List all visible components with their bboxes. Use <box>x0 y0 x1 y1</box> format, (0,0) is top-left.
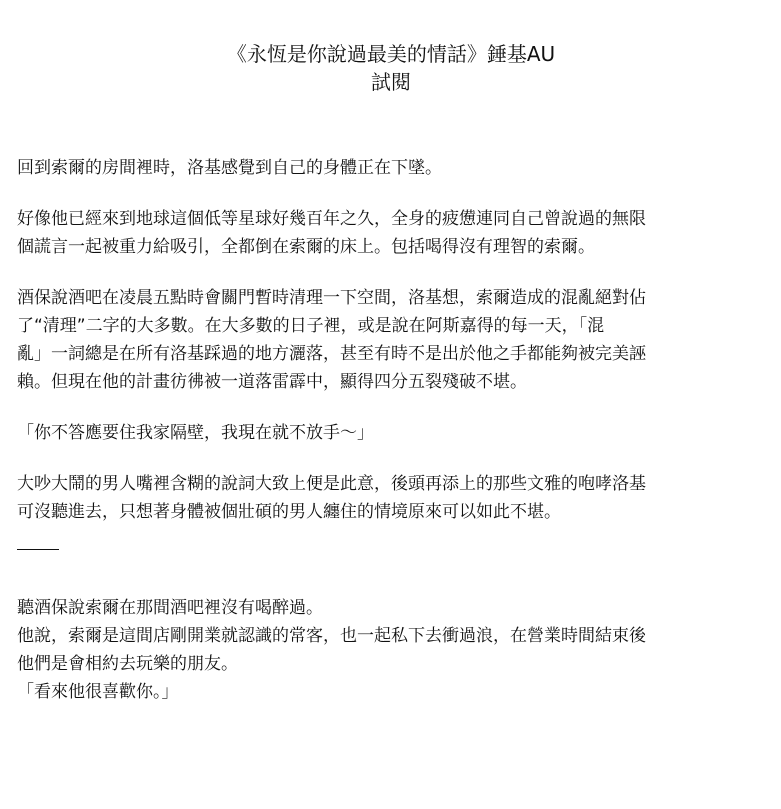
paragraph-line: 了“清理”二字的大多數。在大多數的日子裡，或是說在阿斯嘉得的每一天，「混 <box>17 316 605 336</box>
paragraph-line: 他們是會相約去玩樂的朋友。 <box>17 654 238 674</box>
paragraph-line: 聽酒保說索爾在那間酒吧裡沒有喝醉過。 <box>17 598 323 618</box>
paragraph-line: 「你不答應要住我家隔壁，我現在就不放手～」 <box>17 423 374 443</box>
paragraph-line: 大吵大鬧的男人嘴裡含糊的說詞大致上便是此意，後頭再添上的那些文雅的咆哮洛基 <box>17 474 646 494</box>
paragraph-line: 個謊言一起被重力給吸引，全都倒在索爾的床上。包括喝得沒有理智的索爾。 <box>17 237 595 257</box>
paragraph-line: 酒保說酒吧在凌晨五點時會關門暫時清理一下空間，洛基想，索爾造成的混亂絕對佔 <box>17 288 646 308</box>
title-block <box>17 40 765 96</box>
paragraph-line: 賴。但現在他的計畫彷彿被一道落雷霹中，顯得四分五裂殘破不堪。 <box>17 372 527 392</box>
paragraph-6 <box>17 594 765 706</box>
paragraph-5 <box>17 470 765 526</box>
paragraph-2 <box>17 205 765 261</box>
document-subtitle: 試閱 <box>371 70 411 94</box>
paragraph-line: 回到索爾的房間裡時，洛基感覺到自己的身體正在下墜。 <box>17 158 442 178</box>
paragraph-3 <box>17 284 765 396</box>
document-page <box>17 40 765 729</box>
paragraph-line: 「看來他很喜歡你。」 <box>17 682 179 702</box>
paragraph-line: 可沒聽進去，只想著身體被個壯碩的男人纏住的情境原來可以如此不堪。 <box>17 502 561 522</box>
paragraph-1 <box>17 154 765 182</box>
paragraph-4 <box>17 419 765 447</box>
document-title: 《永恆是你說過最美的情話》錘基AU <box>226 42 556 66</box>
paragraph-line: 亂」一詞總是在所有洛基踩過的地方灑落，甚至有時不是出於他之手都能夠被完美誣 <box>17 344 646 364</box>
section-divider <box>17 549 59 550</box>
paragraph-line: 好像他已經來到地球這個低等星球好幾百年之久，全身的疲憊連同自己曾說過的無限 <box>17 209 646 229</box>
paragraph-line: 他說，索爾是這間店剛開業就認識的常客，也一起私下去衝過浪，在營業時間結束後 <box>17 626 646 646</box>
